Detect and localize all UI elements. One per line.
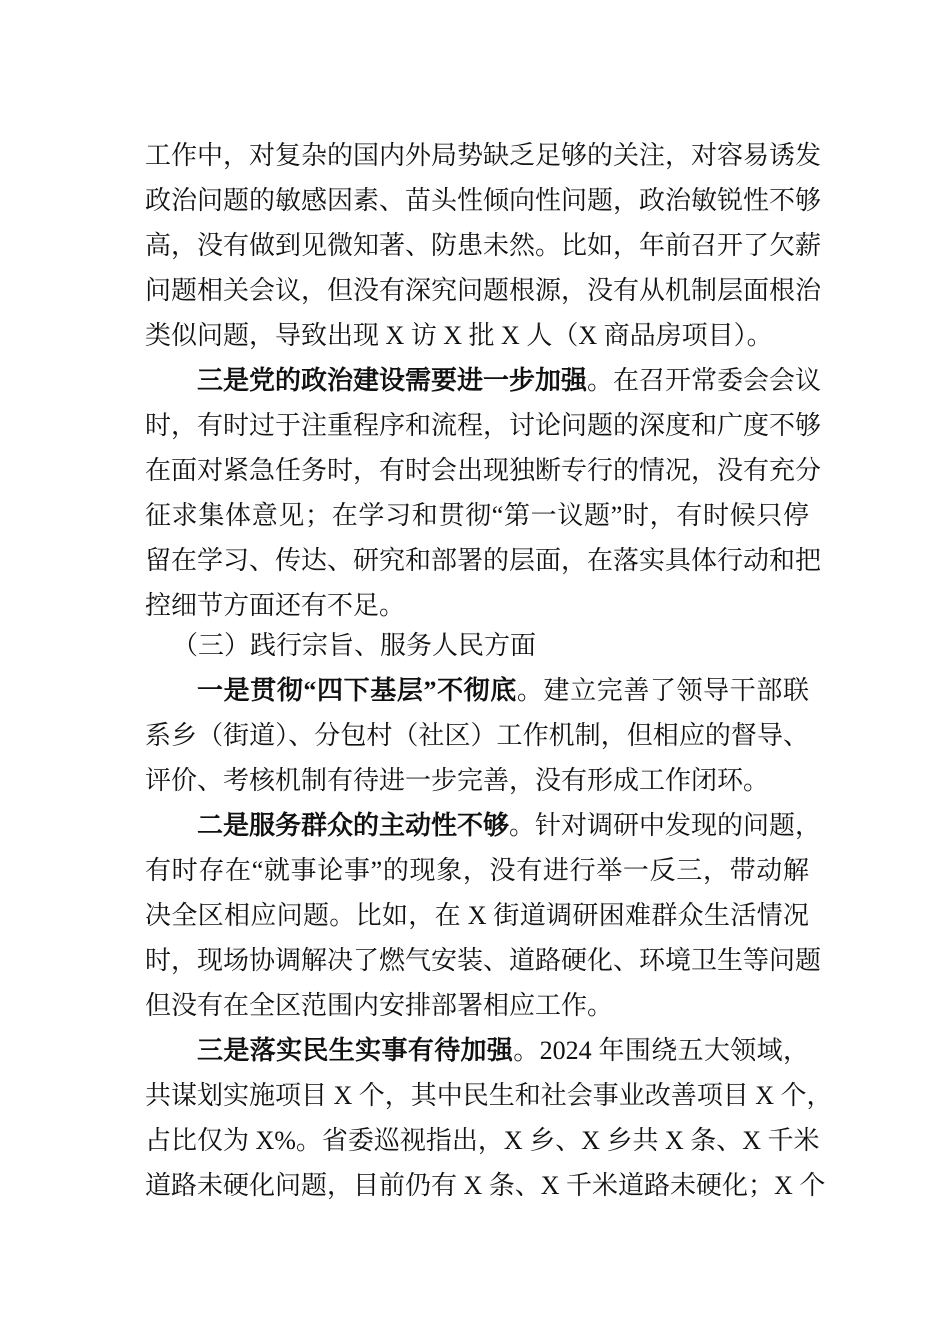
- text-line: [197, 1028, 809, 1073]
- bold-lead: 三是落实民生实事有待加强: [197, 1036, 514, 1065]
- line-text: 占比仅为 X%。省委巡视指出，X 乡、X 乡共 X 条、X 千米: [145, 1126, 820, 1155]
- line-text: 政治问题的敏感因素、苗头性倾向性问题，政治敏锐性不够: [145, 186, 822, 215]
- text-line: [145, 1073, 833, 1118]
- text-line: [145, 1118, 820, 1163]
- bold-lead: 一是贯彻“四下基层”不彻底: [197, 676, 517, 705]
- line-text: 问题相关会议，但没有深究问题根源，没有从机制层面根治: [145, 276, 822, 305]
- text-line: [145, 178, 822, 223]
- text-line: [145, 313, 809, 358]
- line-text: 有时存在“就事论事”的现象，没有进行举一反三，带动解: [145, 856, 809, 885]
- line-text: 在面对紧急任务时，有时会出现独断专行的情况，没有充分: [145, 456, 822, 485]
- line-text: 但没有在全区范围内安排部署相应工作。: [145, 991, 614, 1020]
- text-line: [145, 1163, 826, 1208]
- line-text: 。针对调研中发现的问题，: [509, 811, 822, 840]
- bold-lead: 二是服务群众的主动性不够: [197, 811, 510, 840]
- line-text: （三）践行宗旨、服务人民方面: [172, 631, 537, 660]
- line-text: 时，现场协调解决了燃气安装、道路硬化、环境卫生等问题: [145, 946, 822, 975]
- section-heading: [172, 623, 836, 668]
- bold-lead: 三是党的政治建设需要进一步加强: [197, 366, 588, 395]
- line-text: 留在学习、传达、研究和部署的层面，在落实具体行动和把: [145, 546, 822, 575]
- line-text: 共谋划实施项目 X 个，其中民生和社会事业改善项目 X 个，: [145, 1081, 833, 1110]
- line-text: 系乡（街道）、分包村（社区）工作机制，但相应的督导、: [145, 721, 809, 750]
- text-line: [145, 403, 822, 448]
- line-text: 征求集体意见；在学习和贯彻“第一议题”时，有时候只停: [145, 501, 809, 530]
- line-text: 时，有时过于注重程序和流程，讨论问题的深度和广度不够: [145, 411, 822, 440]
- text-line: [145, 448, 822, 493]
- text-line: [145, 983, 809, 1028]
- line-text: 高，没有做到见微知著、防患未然。比如，年前召开了欠薪: [145, 231, 822, 260]
- text-line: [145, 538, 822, 583]
- line-text: 。2024 年围绕五大领域，: [513, 1036, 809, 1065]
- text-line: [145, 493, 809, 538]
- text-line: [197, 803, 822, 848]
- line-text: 评价、考核机制有待进一步完善，没有形成工作闭环。: [145, 766, 770, 795]
- text-line: [145, 713, 809, 758]
- text-line: [145, 133, 822, 178]
- line-text: 道路未硬化问题，目前仍有 X 条、X 千米道路未硬化；X 个: [145, 1171, 826, 1200]
- text-line: [145, 893, 809, 938]
- line-text: 。在召开常委会会议: [587, 366, 822, 395]
- text-line: [197, 668, 809, 713]
- line-text: 控细节方面还有不足。: [145, 591, 406, 620]
- text-line: [197, 358, 822, 403]
- line-text: 类似问题，导致出现 X 访 X 批 X 人（X 商品房项目）。: [145, 321, 773, 350]
- line-text: 决全区相应问题。比如，在 X 街道调研困难群众生活情况: [145, 901, 809, 930]
- text-line: [145, 583, 809, 628]
- line-text: 工作中，对复杂的国内外局势缺乏足够的关注，对容易诱发: [145, 141, 822, 170]
- text-line: [145, 848, 809, 893]
- text-line: [145, 223, 822, 268]
- text-line: [145, 268, 822, 313]
- text-line: [145, 758, 809, 803]
- text-line: [145, 938, 822, 983]
- line-text: 。建立完善了领导干部联: [516, 676, 809, 705]
